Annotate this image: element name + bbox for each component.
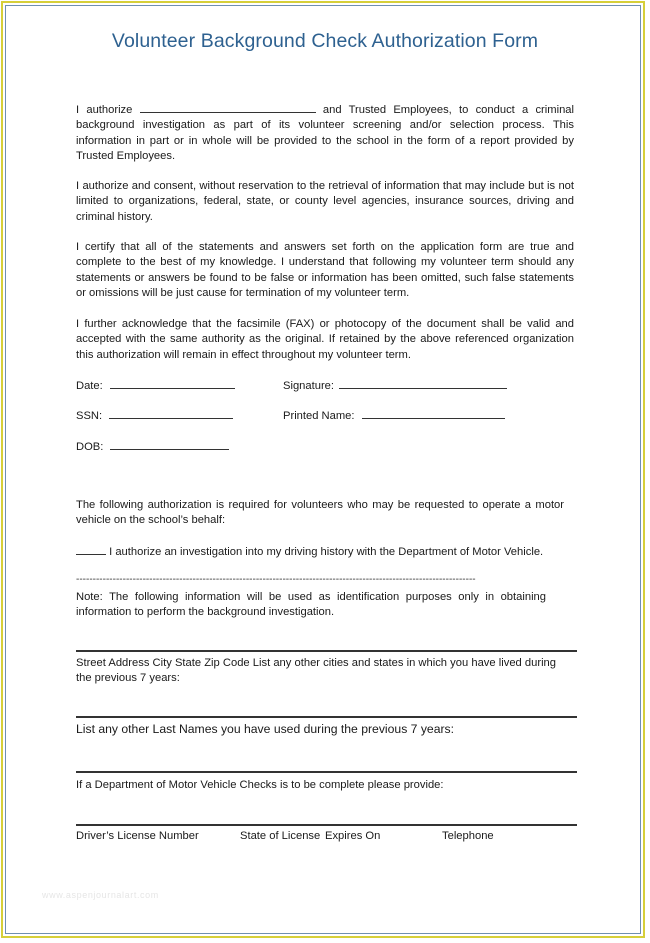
vehicle-authorization xyxy=(76,544,543,558)
printed-name-input[interactable] xyxy=(362,408,505,419)
dmv-prompt: If a Department of Motor Vehicle Checks is to be complete please provide: xyxy=(76,779,444,791)
dashed-separator: ------------------------------------------------------------------------------------------------------------------------ xyxy=(76,574,476,585)
expires-on-label: Expires On xyxy=(325,830,381,842)
ssn-label: SSN: xyxy=(76,410,103,422)
signature-input[interactable] xyxy=(339,378,507,389)
ssn-field xyxy=(76,408,233,422)
vehicle-note: The following authorization is required for volunteers who may be requested to operate a motor vehicle on the school’s behalf: xyxy=(76,499,564,527)
acknowledge-paragraph: I further acknowledge that the facsimile (FAX) or photocopy of the document shall be valid and accepted with the same authority as the original. If retained by the above referenced organization this authorization will remain in effect throughout my volunteer term. xyxy=(76,318,574,361)
ssn-input[interactable] xyxy=(109,408,233,419)
license-number-label: Driver’s License Number xyxy=(76,830,199,842)
authorize-paragraph xyxy=(76,102,574,165)
last-names-prompt: List any other Last Names you have used during the previous 7 years: xyxy=(76,722,455,736)
dob-field xyxy=(76,439,229,453)
vehicle-authorization-text: I authorize an investigation into my driving history with the Department of Motor Vehicle. xyxy=(109,546,544,558)
dob-input[interactable] xyxy=(110,439,229,450)
date-field xyxy=(76,378,235,392)
signature-label: Signature: xyxy=(283,380,334,392)
dob-label: DOB: xyxy=(76,441,104,453)
watermark: www.aspenjournalart.com xyxy=(42,890,159,900)
authorizer-name-blank[interactable] xyxy=(140,102,316,113)
address-top-rule xyxy=(76,650,577,652)
authorize-rest: and Trusted Employees, to conduct a criminal background investigation as part of its volunteer screening and/or selection process. This information in part or in whole will be provided to the school in the form of a report provided by Trusted Employees. xyxy=(76,104,575,163)
address-prompt: Street Address City State Zip Code List any other cities and states in which you have lived during the previous 7 years: xyxy=(76,657,556,685)
form-title: Volunteer Background Check Authorization Form xyxy=(111,30,539,52)
printed-name-label: Printed Name: xyxy=(283,410,355,422)
date-label: Date: xyxy=(76,380,103,392)
authorize-lead: I authorize xyxy=(76,104,133,116)
last-names-answer-rule[interactable] xyxy=(76,771,577,773)
state-of-license-label: State of License xyxy=(240,830,321,842)
identification-note: Note: The following information will be used as identification purposes only in obtaining information to perform the background investigation. xyxy=(76,591,546,619)
vehicle-initials-blank[interactable] xyxy=(76,544,106,555)
printed-name-field xyxy=(283,408,505,422)
certify-paragraph: I certify that all of the statements and answers set forth on the application form are true and complete to the best of my knowledge. I understand that following my volunteer term should any statements or answers be found to be false or information has been omitted, such false statements or omissions will be just cause for termination of my volunteer term. xyxy=(76,241,574,300)
date-input[interactable] xyxy=(110,378,235,389)
signature-field xyxy=(283,378,507,392)
license-answer-rule[interactable] xyxy=(76,824,577,826)
address-answer-rule[interactable] xyxy=(76,716,577,718)
telephone-label: Telephone xyxy=(442,830,494,842)
consent-paragraph: I authorize and consent, without reservation to the retrieval of information that may include but is not limited to organizations, federal, state, or county level agencies, insurance sources, driving and criminal history. xyxy=(76,180,574,223)
